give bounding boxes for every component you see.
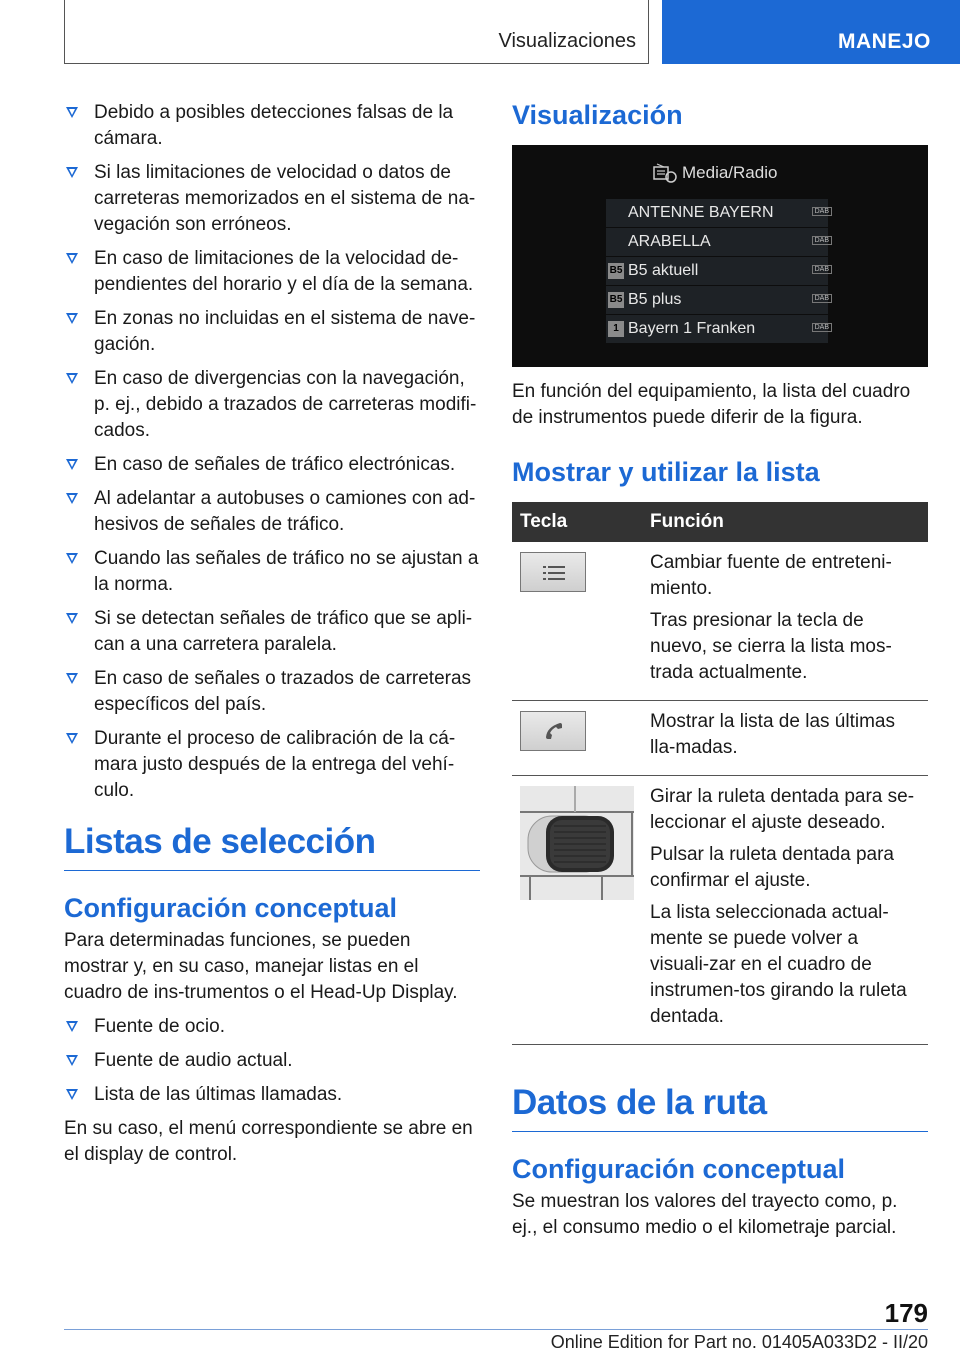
station-row	[606, 286, 828, 314]
bullet-text: Lista de las últimas llamadas.	[94, 1084, 343, 1105]
bullet-text: Durante el proceso de calibración de la cá-mara justo después de la entrega del vehí-culo.	[94, 728, 456, 801]
left-column	[64, 100, 480, 1176]
bullet-item	[64, 306, 480, 358]
bullet-item	[64, 1082, 480, 1108]
station-row	[606, 199, 828, 227]
bullet-item	[64, 546, 480, 598]
bullet-triangle-icon	[66, 613, 78, 624]
bullet-item	[64, 666, 480, 718]
bullet-text: En caso de señales o trazados de carreteras específicos del país.	[94, 668, 472, 715]
station-row	[606, 228, 828, 256]
list-button-image	[520, 552, 586, 592]
bullet-triangle-icon	[66, 313, 78, 324]
phone-icon	[544, 721, 564, 741]
subheading-config-2: Configuración conceptual	[512, 1154, 846, 1184]
table-header-row	[512, 502, 928, 542]
phone-button-image	[520, 711, 586, 751]
row3-text3: La lista seleccionada actual-mente se puede volver a visuali-zar en el cuadro de instrumen-tos girando la ruleta dentada.	[650, 902, 907, 1027]
bullet-text: Cuando las señales de tráfico no se ajustan a la norma.	[94, 548, 479, 595]
dab-badge: DAB	[812, 207, 832, 216]
section-title: Visualizaciones	[498, 30, 636, 52]
bullet-text: En caso de señales de tráfico electrónicas.	[94, 454, 456, 475]
bullet-text: En caso de limitaciones de la velocidad de-pendientes del horario y el día de la semana.	[94, 248, 474, 295]
station-label: Bayern 1 Franken	[628, 320, 756, 337]
heading-listas: Listas de selección	[64, 822, 480, 871]
bullet-triangle-icon	[66, 673, 78, 684]
heading-datos-ruta: Datos de la ruta	[512, 1083, 928, 1132]
station-label: B5 aktuell	[628, 262, 699, 279]
table-row	[512, 542, 928, 701]
bullet-item	[64, 100, 480, 152]
outro-text: En su caso, el menú correspondiente se abre en el display de control.	[64, 1118, 473, 1165]
list-icon	[543, 565, 565, 581]
bullet-triangle-icon	[66, 1089, 78, 1100]
heading-mostrar: Mostrar y utilizar la lista	[512, 457, 820, 487]
dab-badge: DAB	[812, 294, 832, 303]
intro-text: Para determinadas funciones, se pueden mostrar y, en su caso, manejar listas en el cuadro de ins-trumentos o el Head-Up Display.	[64, 930, 458, 1003]
bullet-triangle-icon	[66, 493, 78, 504]
table-row	[512, 701, 928, 776]
bullet-item	[64, 1014, 480, 1040]
thumbwheel-illustration	[520, 786, 634, 900]
bullet-item	[64, 1048, 480, 1074]
row3-text2: Pulsar la ruleta dentada para confirmar el ajuste.	[650, 844, 894, 891]
bullet-triangle-icon	[66, 553, 78, 564]
bullet-text: Debido a posibles detecciones falsas de la cámara.	[94, 102, 454, 149]
station-logo-icon: 1	[608, 321, 624, 337]
bullet-text: Si las limitaciones de velocidad o datos de carreteras memorizados en el sistema de na-vegación son erróneos.	[94, 162, 476, 235]
heading-visualizacion: Visualización	[512, 100, 683, 130]
figure-title: Media/Radio	[682, 163, 778, 182]
header-box	[64, 0, 649, 64]
station-label: B5 plus	[628, 291, 682, 308]
page-number: 179	[884, 1298, 928, 1328]
bullet-triangle-icon	[66, 1021, 78, 1032]
bullet-list-top	[64, 100, 480, 804]
row3-text1: Girar la ruleta dentada para se-leccionar el ajuste deseado.	[650, 786, 915, 833]
row1-text1: Cambiar fuente de entreteni-miento.	[650, 552, 892, 599]
station-logo-icon: B5	[608, 263, 624, 279]
bullet-triangle-icon	[66, 733, 78, 744]
bullet-list-bottom	[64, 1014, 480, 1108]
bullet-text: Si se detectan señales de tráfico que se apli-can a una carretera paralela.	[94, 608, 473, 655]
header-tecla: Tecla	[512, 502, 642, 542]
table-row	[512, 776, 928, 1045]
figure-caption: En función del equipamiento, la lista del cuadro de instrumentos puede diferir de la figura.	[512, 381, 911, 428]
bullet-triangle-icon	[66, 459, 78, 470]
row1-text2: Tras presionar la tecla de nuevo, se cierra la lista mos-trada actualmente.	[650, 610, 892, 683]
bullet-item	[64, 246, 480, 298]
footer-divider	[64, 1329, 928, 1330]
media-icon	[652, 163, 680, 185]
bullet-item	[64, 486, 480, 538]
chapter-tab-label: MANEJO	[838, 30, 931, 53]
bullet-triangle-icon	[66, 107, 78, 118]
bullet-triangle-icon	[66, 373, 78, 384]
bullet-item	[64, 606, 480, 658]
dab-badge: DAB	[812, 236, 832, 245]
thumbwheel-icon	[520, 786, 634, 900]
right-column	[512, 100, 928, 1249]
bullet-text: En zonas no incluidas en el sistema de nave-gación.	[94, 308, 476, 355]
station-label: ANTENNE BAYERN	[628, 204, 774, 221]
bullet-triangle-icon	[66, 167, 78, 178]
station-row	[606, 315, 828, 343]
bullet-triangle-icon	[66, 253, 78, 264]
station-row	[606, 257, 828, 285]
station-logo-icon: B5	[608, 292, 624, 308]
subheading-config: Configuración conceptual	[64, 893, 398, 923]
chapter-tab	[662, 0, 960, 64]
station-list	[606, 199, 828, 344]
bullet-text: Fuente de audio actual.	[94, 1050, 293, 1071]
bullet-item	[64, 726, 480, 804]
bullet-item	[64, 160, 480, 238]
bullet-text: Fuente de ocio.	[94, 1016, 225, 1037]
key-function-table	[512, 502, 928, 1045]
bullet-item	[64, 366, 480, 444]
header-funcion: Función	[642, 502, 928, 542]
footer-edition: Online Edition for Part no. 01405A033D2 - II/20	[550, 1332, 928, 1352]
bullet-triangle-icon	[66, 1055, 78, 1066]
bullet-text: En caso de divergencias con la navegación, p. ej., debido a trazados de carreteras modifi-cados.	[94, 368, 477, 441]
bullet-item	[64, 452, 480, 478]
route-body: Se muestran los valores del trayecto como, p. ej., el consumo medio o el kilometraje parcial.	[512, 1191, 898, 1238]
dab-badge: DAB	[812, 323, 832, 332]
row2-text1: Mostrar la lista de las últimas lla-madas.	[650, 711, 895, 758]
station-label: ARABELLA	[628, 233, 711, 250]
bullet-text: Al adelantar a autobuses o camiones con ad-hesivos de señales de tráfico.	[94, 488, 476, 535]
media-radio-figure	[512, 145, 928, 367]
dab-badge: DAB	[812, 265, 832, 274]
